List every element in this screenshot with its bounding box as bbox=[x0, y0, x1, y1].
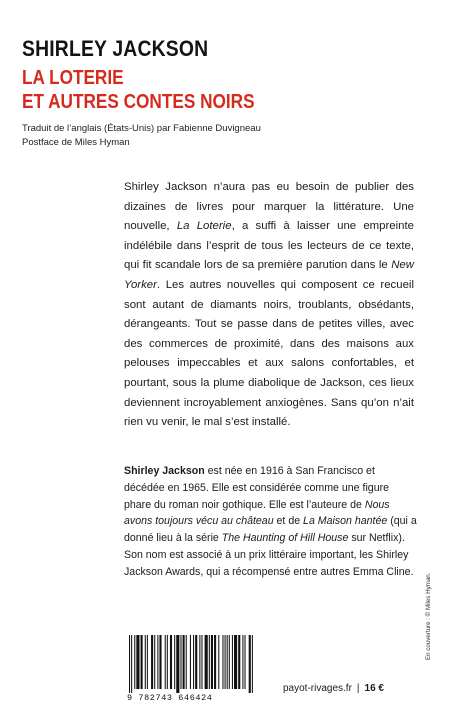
footer-separator: | bbox=[356, 683, 360, 694]
synopsis-title-italic: La Loterie bbox=[176, 220, 232, 233]
barcode-bar bbox=[190, 635, 191, 689]
barcode-bar bbox=[225, 635, 226, 689]
barcode-bar bbox=[167, 635, 168, 689]
barcode-bar bbox=[201, 635, 202, 689]
synopsis bbox=[124, 178, 414, 433]
barcode-bar bbox=[131, 635, 132, 693]
bio-book-1: Nous avons toujours vécu au château bbox=[124, 498, 390, 528]
author-name: SHIRLEY JACKSON bbox=[22, 36, 209, 61]
barcode-bar bbox=[205, 635, 208, 689]
bio-text-1: est née en 1916 à San Francisco et décédée en 1965. Elle est considérée comme une figure phare du roman noir gothique. Elle est l’auteure de bbox=[124, 465, 390, 511]
author-bio bbox=[124, 463, 418, 581]
barcode-bar bbox=[154, 635, 155, 689]
publisher-url: payot-rivages.fr bbox=[283, 683, 352, 694]
barcode-bar bbox=[195, 635, 197, 689]
barcode-bar bbox=[165, 635, 166, 689]
barcode-bar bbox=[170, 635, 172, 689]
isbn-barcode bbox=[127, 635, 255, 701]
cover-photo-credit: En couverture : © Miles Hyman. bbox=[425, 572, 432, 660]
barcode-bar bbox=[232, 635, 233, 689]
barcode-bar bbox=[180, 635, 181, 689]
bio-book-2: La Maison hantée bbox=[303, 515, 388, 528]
bio-series: The Haunting of Hill House bbox=[221, 532, 349, 545]
barcode-bar bbox=[183, 635, 185, 689]
barcode-bar bbox=[229, 635, 230, 689]
synopsis-text-1: Shirley Jackson n’aura pas eu besoin de publier des dizaines de livres pour marquer la littérature. Une nouvelle, bbox=[124, 181, 414, 233]
barcode-bar bbox=[176, 635, 179, 693]
book-title-line-2: ET AUTRES CONTES NOIRS bbox=[22, 91, 255, 113]
barcode-bar bbox=[141, 635, 143, 689]
barcode-bar bbox=[209, 635, 210, 689]
barcode-bar bbox=[238, 635, 240, 689]
synopsis-text-3: . Les autres nouvelles qui composent ce recueil sont autant de diamants noirs, troublants, obsédants, dérangeants. Tout se passe dans de petites villes, avec des commerces de proximité, dans des maisons aux pelouses impeccables et aux salons confortables, et pourtant, sous la plume diabolique de Jackson, ces lieux deviennent incroyablement anxiogènes. Sans qu’on n’ait rien vu venir, le mal s’est installé. bbox=[124, 278, 414, 429]
bio-text-3: (qui a donné lieu à la série bbox=[124, 515, 417, 545]
bio-paragraph bbox=[124, 463, 418, 581]
barcode-bar bbox=[222, 635, 223, 689]
barcode-bar bbox=[147, 635, 148, 689]
barcode-bar bbox=[174, 635, 175, 689]
translation-credit: Traduit de l’anglais (États-Unis) par Fabienne Duvigneau bbox=[22, 123, 261, 134]
barcode-bar bbox=[186, 635, 187, 689]
barcode-bar bbox=[227, 635, 228, 689]
synopsis-magazine-italic: New Yorker bbox=[124, 259, 414, 291]
barcode-bar bbox=[249, 635, 251, 693]
barcode-bar bbox=[252, 635, 253, 693]
credits bbox=[22, 122, 261, 150]
barcode-bar bbox=[151, 635, 153, 689]
barcode-bar bbox=[136, 635, 139, 689]
barcode-bar bbox=[245, 635, 246, 689]
postface-credit: Postface de Miles Hyman bbox=[22, 137, 130, 148]
bio-text-2: et de bbox=[273, 515, 304, 528]
barcode-bar bbox=[218, 635, 219, 689]
barcode-bar bbox=[214, 635, 216, 689]
barcode-bar bbox=[145, 635, 146, 689]
barcode-bar bbox=[199, 635, 200, 689]
barcode-bars bbox=[127, 635, 255, 693]
barcode-bar bbox=[234, 635, 237, 689]
synopsis-paragraph bbox=[124, 178, 414, 433]
price: 16 € bbox=[364, 683, 384, 694]
book-title-line-1: LA LOTERIE bbox=[22, 67, 124, 89]
isbn-digits: 9 782743 646424 bbox=[127, 693, 213, 703]
barcode-bar bbox=[242, 635, 243, 689]
barcode-bar bbox=[134, 635, 135, 689]
synopsis-text-2: , a suffi à laisser une empreinte indélébile dans l’esprit de tous les lecteurs de ce texte, qui fit scandale lors de sa première parution dans le bbox=[124, 220, 414, 272]
publisher-footer bbox=[283, 683, 384, 694]
bio-author-name: Shirley Jackson bbox=[124, 465, 205, 477]
barcode-bar bbox=[193, 635, 194, 689]
barcode-bar bbox=[129, 635, 130, 693]
barcode-bar bbox=[159, 635, 161, 689]
bio-text-4: sur Netflix). Son nom est associé à un prix littéraire important, les Shirley Jackson Awards, qui a récompensé entre autres Emma Cline. bbox=[124, 532, 414, 578]
barcode-bar bbox=[157, 635, 158, 689]
barcode-bar bbox=[211, 635, 213, 689]
book-title bbox=[22, 66, 255, 114]
